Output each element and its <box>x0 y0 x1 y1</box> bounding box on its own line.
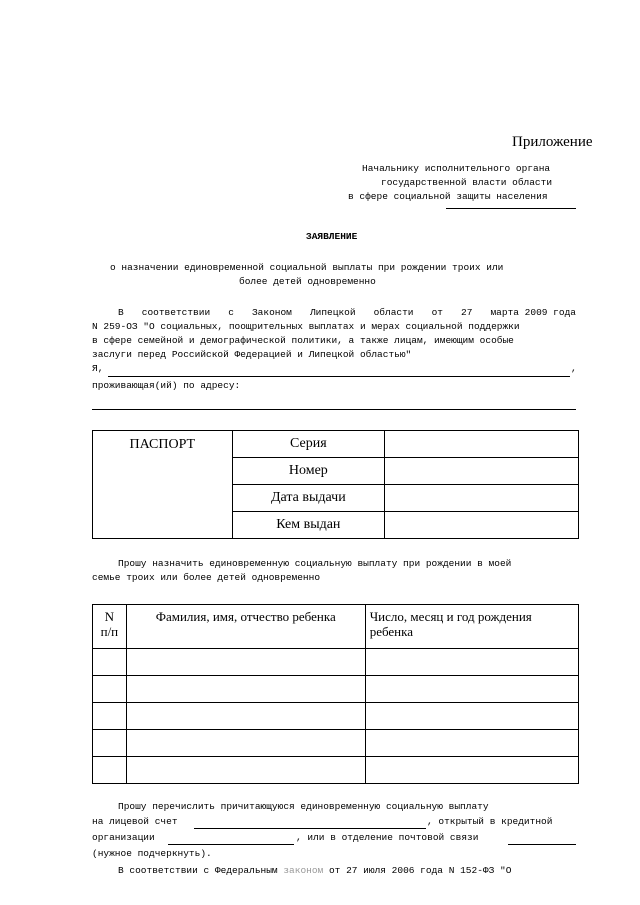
intro-line-4: заслуги перед Российской Федерацией и Липецкой областью" <box>92 349 412 360</box>
table-row <box>93 649 579 676</box>
child-birthdate-cell[interactable] <box>365 649 578 676</box>
addressee-line-1: Начальнику исполнительного органа <box>362 163 551 174</box>
passport-label: ПАСПОРТ <box>93 431 233 539</box>
addressee-line-2: государственной власти области <box>381 177 553 188</box>
addressee-name-blank <box>446 208 576 209</box>
children-col-number: N п/п <box>93 605 127 649</box>
request-line-1: Прошу назначить единовременную социальную выплату при рождении в моей <box>118 558 512 569</box>
passport-number-value[interactable] <box>385 458 579 485</box>
table-row <box>93 757 579 784</box>
passport-series-value[interactable] <box>385 431 579 458</box>
transfer-line-5: В соответствии с Федеральным законом от 27 июля 2006 года N 152-ФЗ "О <box>118 865 512 876</box>
transfer-line-3-tail: , или в отделение почтовой связи <box>296 832 479 843</box>
children-col-birthdate: Число, месяц и год рождения ребенка <box>365 605 578 649</box>
intro-line-3: в сфере семейной и демографической политики, а также лицам, имеющим особые <box>92 335 514 346</box>
child-number-cell[interactable] <box>93 676 127 703</box>
appendix-label: Приложение <box>512 134 593 150</box>
table-row <box>93 730 579 757</box>
address-field[interactable] <box>92 409 576 410</box>
passport-issue-date-value[interactable] <box>385 485 579 512</box>
passport-field-issued-by: Кем выдан <box>232 512 384 539</box>
child-number-cell[interactable] <box>93 757 127 784</box>
ya-end-comma: , <box>571 363 577 374</box>
child-number-cell[interactable] <box>93 703 127 730</box>
document-title: ЗАЯВЛЕНИЕ <box>306 231 358 242</box>
subtitle-line-1: о назначении единовременной социальной выплаты при рождении троих или <box>110 262 504 273</box>
transfer-line-3-label: организации <box>92 832 155 843</box>
children-table <box>92 604 579 784</box>
table-row <box>93 703 579 730</box>
address-label: проживающая(ий) по адресу: <box>92 380 241 391</box>
child-name-cell[interactable] <box>126 676 365 703</box>
child-birthdate-cell[interactable] <box>365 676 578 703</box>
request-line-2: семье троих или более детей одновременно <box>92 572 321 583</box>
child-name-cell[interactable] <box>126 649 365 676</box>
transfer-line-2-label: на лицевой счет <box>92 816 178 827</box>
child-number-cell[interactable] <box>93 649 127 676</box>
passport-field-number: Номер <box>232 458 384 485</box>
child-birthdate-cell[interactable] <box>365 730 578 757</box>
child-birthdate-cell[interactable] <box>365 703 578 730</box>
account-number-field[interactable] <box>194 828 426 829</box>
law-link[interactable]: законом <box>283 865 324 876</box>
transfer-line-1: Прошу перечислить причитающуюся единовременную социальную выплату <box>118 801 489 812</box>
applicant-name-field[interactable] <box>108 376 570 377</box>
intro-line-2: N 259-ОЗ "О социальных, поощрительных выплатах и мерах социальной поддержки <box>92 321 520 332</box>
passport-table <box>92 430 579 539</box>
intro-line-1: В соответствии с Законом Липецкой области от 27 марта 2009 года <box>118 307 576 318</box>
transfer-line-4: (нужное подчеркнуть). <box>92 848 212 859</box>
credit-organization-field[interactable] <box>168 844 294 845</box>
post-office-field[interactable] <box>508 844 576 845</box>
table-row <box>93 676 579 703</box>
passport-issued-by-value[interactable] <box>385 512 579 539</box>
subtitle-line-2: более детей одновременно <box>239 276 376 287</box>
children-col-name: Фамилия, имя, отчество ребенка <box>126 605 365 649</box>
ya-label: Я, <box>92 363 104 374</box>
child-number-cell[interactable] <box>93 730 127 757</box>
passport-field-issue-date: Дата выдачи <box>232 485 384 512</box>
child-name-cell[interactable] <box>126 703 365 730</box>
transfer-line-2-tail: , открытый в кредитной <box>427 816 553 827</box>
addressee-line-3: в сфере социальной защиты населения <box>348 191 548 202</box>
child-birthdate-cell[interactable] <box>365 757 578 784</box>
child-name-cell[interactable] <box>126 730 365 757</box>
child-name-cell[interactable] <box>126 757 365 784</box>
passport-field-series: Серия <box>232 431 384 458</box>
